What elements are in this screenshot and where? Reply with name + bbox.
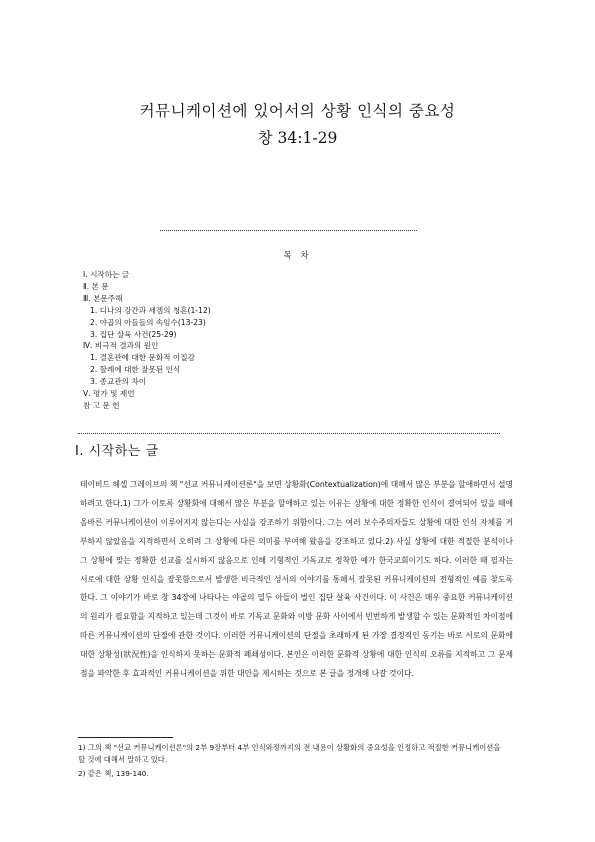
footnote-2: 2) 같은 책, 139-140. — [78, 769, 149, 778]
toc-item: 1. 결혼관에 대한 문화적 이질감 — [90, 353, 195, 363]
toc-item: Ⅰ. 시작하는 글 — [83, 270, 130, 279]
toc-top-divider — [160, 230, 417, 231]
toc-item: 3. 집단 살육 사건(25-29) — [90, 329, 177, 339]
footnote-1: 1) 그의 책 "선교 커뮤니케이션론"의 2부 9장부터 4부 인식와정까지의 전 내용이 상황화의 중요성을 인정하고 적절한 커뮤니케이션을 할 것에 대해서 말하고 있다. — [78, 743, 501, 764]
section-heading: Ⅰ. 시작하는 글 — [75, 444, 159, 459]
toc-item: Ⅲ. 본문주해 — [83, 293, 123, 303]
toc-item: 2. 야곱의 아들들의 속임수(13-23) — [90, 317, 206, 327]
toc-item: Ⅴ. 평가 및 제언 — [83, 389, 135, 398]
body-paragraph: 데이비드 헤셀 그레이브의 책 "선교 커뮤니케이션론"을 보면 상황화(Contextualization)에 대해서 많은 부분을 할애하면서 설명하려고 한다.1) 그가 이토록 상황화에 대해서 많은 부분을 할애하고 있는 이유는 상황에 대한 정확한 인식이 결여되어 있을 때에 올바른 커뮤니케이션이 이루어지지 않는다는 사실을 강조하기 위함이다. 그는 여러 보수주의자들도 상황에 대한 인식 자체를 거부하지 않았음을 지적하면서 오히려 그 상황에 다른 의미를 부여해 왔음을 강조하고 있다.2) 사실 상황에 대한 적절한 분석이나 그 상황에 맞는 정확한 선교를 실시하지 않음으로 인해 기형적인 기독교로 정착한 예가 한국교회이기도 하다. 이러한 때 필자는 서로에 대한 상황 인식을 잘못함으로서 발생한 비극적인 성서의 이야기를 통해서 잘못된 커뮤니케이션의 전형적인 예를 찾도록 한다. 그 이야기가 바로 창 34장에 나타나는 야곱의 열두 아들이 벌인 집단 살육 사건이다. 이 사건은 매우 중요한 커뮤니케이션의 원리가 필요함을 지적하고 있는데 그것이 바로 기독교 문화와 이방 문화 사이에서 빈번하게 발생할 수 있는 문화적인 차이점에 따른 커뮤니케이션의 단절에 관한 것이다. 이러한 커뮤니케이션의 단절을 초래하게 된 가장 결정적인 동기는 바로 서로의 문화에 대한 상황성(狀況性)을 인식하지 못하는 문화적 폐쇄성이다. 본인은 이러한 문화적 상황에 대한 인식의 오류를 지적하고 그 문제점을 파악한 후 효과적인 커뮤니케이션을 위한 대안을 제시하는 것으로 본 글을 정개해 나갈 것이다. — [80, 480, 513, 679]
footnote-rule — [78, 737, 173, 738]
toc-item: Ⅱ. 본 문 — [83, 281, 109, 291]
document-title: 커뮤니케이션에 있어서의 상황 인식의 중요성 — [139, 102, 456, 120]
section-divider — [78, 433, 500, 434]
toc-label: 목 차 — [283, 251, 312, 261]
document-subtitle: 창 34:1-29 — [257, 129, 338, 147]
toc-item: 3. 종교관의 차이 — [90, 377, 147, 387]
toc-item: 1. 디나의 강간과 세겜의 청혼(1-12) — [90, 305, 211, 315]
toc-item: 참 고 문 헌 — [83, 400, 120, 410]
toc-item: 2. 할례에 대한 잘못된 인식 — [90, 365, 181, 375]
toc-item: Ⅳ. 비극적 결과의 원인 — [83, 341, 159, 351]
